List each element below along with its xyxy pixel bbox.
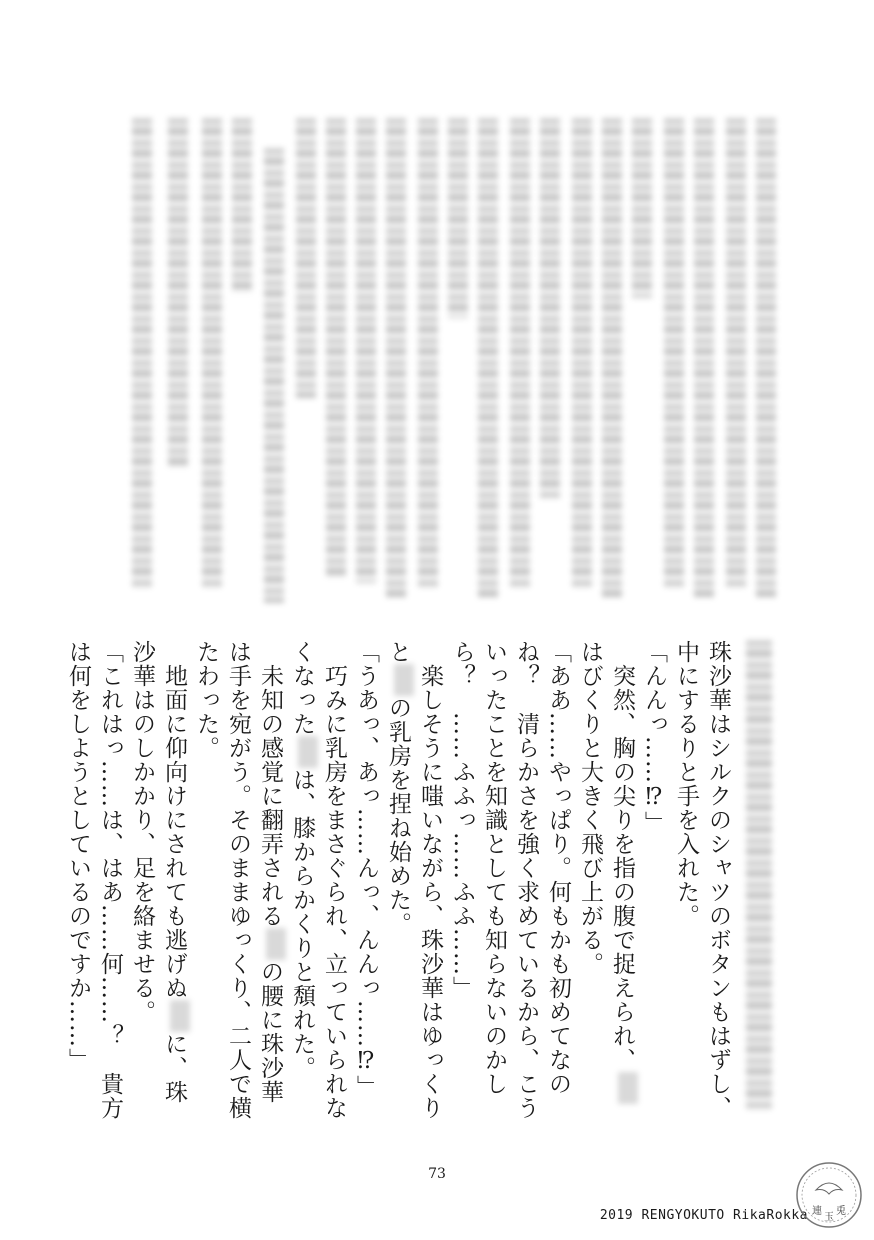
- paragraph: 地面に仰向けにされても逃げぬに、珠沙華はのしかかり、足を絡ませる。: [126, 640, 190, 1120]
- copyright-footer: 2019 RENGYOKUTO RikaRokka: [599, 1208, 808, 1223]
- redacted-text-block: [128, 118, 780, 606]
- paragraph: 楽しそうに嗤いながら、珠沙華はゆっくりとの乳房を捏ね始めた。: [385, 640, 443, 1120]
- seal-char: 連: [812, 1206, 822, 1217]
- paragraph: 珠沙華はシルクのシャツのボタンもはずし、中にするりと手を入れた。: [673, 640, 731, 1120]
- paragraph: 突然、胸の尖りを指の腹で捉えられ、はびくりと大きく飛び上がる。: [574, 640, 638, 1120]
- circle-seal-logo: [794, 1160, 864, 1230]
- paragraph: 巧みに乳房をまさぐられ、立っていられなくなったは、膝からかくりと頽れた。: [289, 640, 347, 1120]
- paragraph: 「んんっ……⁉」: [641, 640, 667, 835]
- page-number: 73: [428, 1166, 446, 1182]
- body-text: [62, 640, 734, 1120]
- redacted-name: [394, 664, 414, 696]
- redacted-name: [266, 928, 286, 960]
- redacted-name: [618, 1072, 638, 1104]
- redacted-text-column: [746, 640, 772, 1110]
- paragraph: 未知の感覚に翻弄されるの腰に珠沙華は手を宛がう。そのままゆっくり、二人で横たわった。: [190, 640, 286, 1120]
- paragraph: 「これはっ……は、はあ……何……？ 貴方は何をしようとしているのですか……」: [65, 640, 123, 1120]
- paragraph: 「ああ……やっぱり。何もかも初めてなのね？ 清らかさを強く求めているから、こういったことを知識としても知らないのかしら？ ……ふふっ……ふふ……」: [449, 640, 571, 1120]
- redacted-name: [298, 736, 318, 768]
- seal-char: 兎: [836, 1206, 846, 1217]
- redacted-name: [170, 1000, 190, 1032]
- paragraph: 「うあっ、あっ……んっ、んんっ……⁉」: [353, 640, 379, 1099]
- seal-char: 玉: [824, 1212, 834, 1223]
